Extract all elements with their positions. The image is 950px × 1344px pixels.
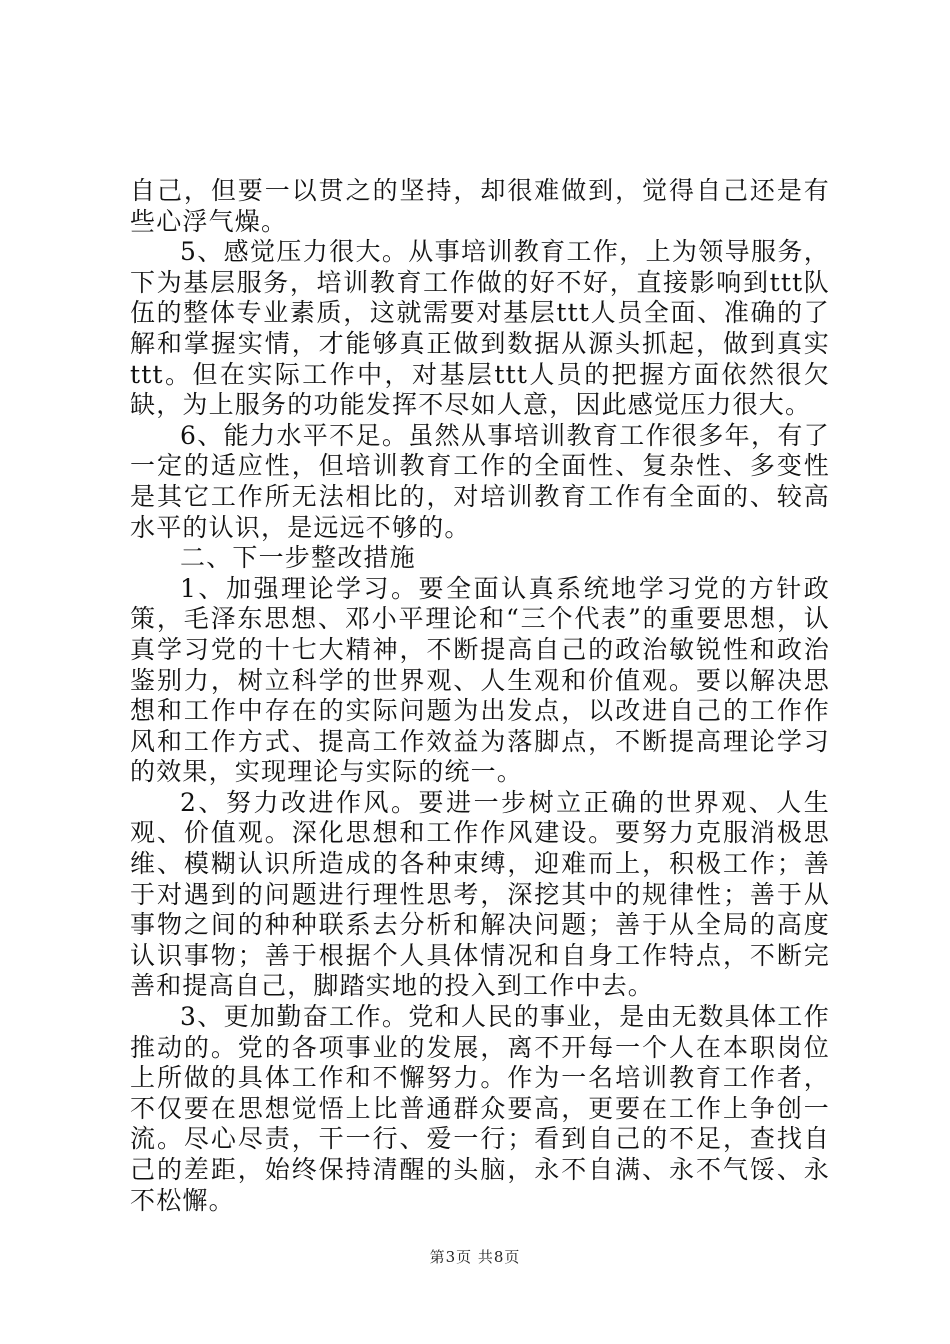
paragraph-item-6: 6、能力水平不足。虽然从事培训教育工作很多年，有了一定的适应性，但培训教育工作的全面性、复杂性、多变性是其它工作所无法相比的，对培训教育工作有全面的、较高水平的认识，是远远不够的。: [130, 420, 830, 542]
document-body: [130, 176, 830, 1216]
paragraph-measure-1: 1、加强理论学习。要全面认真系统地学习党的方针政策，毛泽东思想、邓小平理论和“三个代表”的重要思想，认真学习党的十七大精神，不断提高自己的政治敏锐性和政治鉴别力，树立科学的世界观、人生观和价值观。要以解决思想和工作中存在的实际问题为出发点，以改进自己的工作作风和工作方式、提高工作效益为落脚点，不断提高理论学习的效果，实现理论与实际的统一。: [130, 573, 830, 787]
paragraph-measure-3: 3、更加勤奋工作。党和人民的事业，是由无数具体工作推动的。党的各项事业的发展，离不开每一个人在本职岗位上所做的具体工作和不懈努力。作为一名培训教育工作者，不仅要在思想觉悟上比普通群众要高，更要在工作上争创一流。尽心尽责，干一行、爱一行；看到自己的不足，查找自己的差距，始终保持清醒的头脑，永不自满、永不气馁、永不松懈。: [130, 1002, 830, 1215]
paragraph-item-5: 5、感觉压力很大。从事培训教育工作，上为领导服务，下为基层服务，培训教育工作做的好不好，直接影响到ttt队伍的整体专业素质，这就需要对基层ttt人员全面、准确的了解和掌握实情，才能够真正做到数据从源头抓起，做到真实ttt。但在实际工作中，对基层ttt人员的把握方面依然很欠缺，为上服务的功能发挥不尽如人意，因此感觉压力很大。: [130, 237, 830, 420]
paragraph-measure-2: 2、努力改进作风。要进一步树立正确的世界观、人生观、价值观。深化思想和工作作风建设。要努力克服消极思维、模糊认识所造成的各种束缚，迎难而上，积极工作；善于对遇到的问题进行理性思考，深挖其中的规律性；善于从事物之间的种种联系去分析和解决问题；善于从全局的高度认识事物；善于根据个人具体情况和自身工作特点，不断完善和提高自己，脚踏实地的投入到工作中去。: [130, 787, 830, 1001]
page-footer: 第3页 共8页: [429, 1248, 521, 1266]
section-heading-next-steps: 二、下一步整改措施: [180, 543, 416, 573]
paragraph-continuation: 自己，但要一以贯之的坚持，却很难做到，觉得自己还是有些心浮气燥。: [130, 176, 830, 236]
